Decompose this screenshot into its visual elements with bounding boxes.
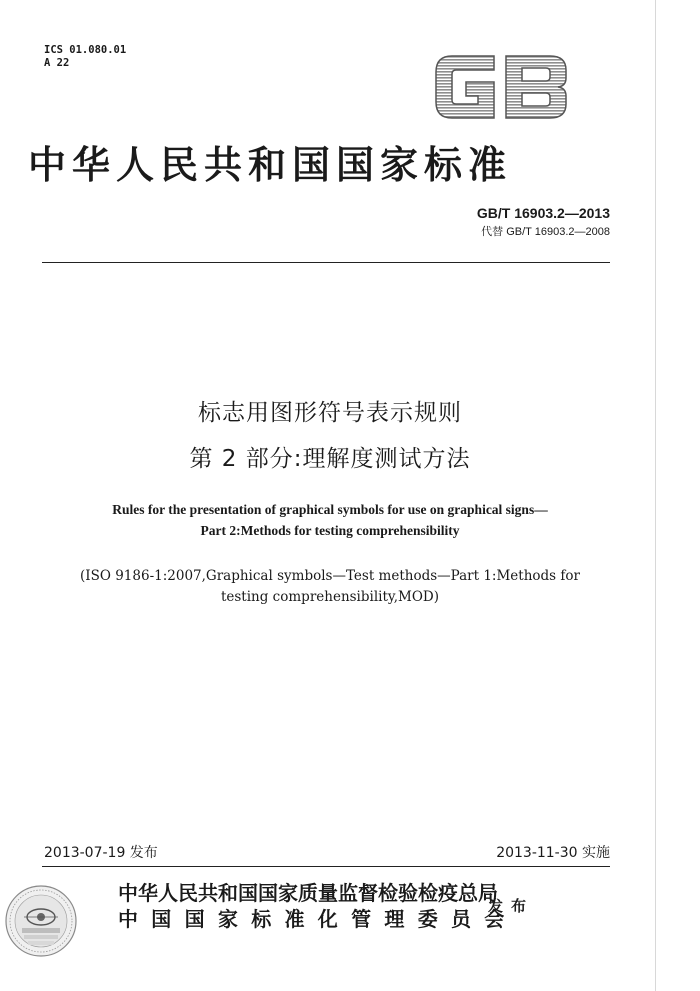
anti-counterfeit-seal-icon bbox=[4, 884, 78, 958]
chinese-title-line2: 第 2 部分:理解度测试方法 bbox=[189, 446, 471, 472]
iso-reference-line1: (ISO 9186-1:2007,Graphical symbols—Test methods—Part 1:Methods for bbox=[80, 568, 580, 584]
replaces-standard: 代替 GB/T 16903.2—2008 bbox=[481, 226, 610, 238]
ccs-code: A 22 bbox=[44, 57, 70, 69]
standard-number: GB/T 16903.2—2013 bbox=[476, 205, 610, 221]
english-title bbox=[0, 499, 660, 541]
implementation-date: 2013-11-30 实施 bbox=[496, 845, 610, 861]
bottom-divider bbox=[42, 866, 610, 867]
standard-code-block bbox=[477, 205, 610, 239]
ics-code: ICS 01.080.01 bbox=[44, 44, 127, 56]
top-divider bbox=[42, 262, 610, 263]
national-standard-title: 中华人民共和国国家标准 bbox=[28, 142, 513, 187]
issue-label: 发布 bbox=[488, 897, 535, 915]
gb-standard-logo bbox=[430, 50, 572, 124]
english-title-line2: Part 2:Methods for testing comprehensibility bbox=[200, 523, 460, 538]
page-edge-line bbox=[655, 0, 656, 991]
classification-codes bbox=[44, 44, 126, 70]
iso-reference bbox=[0, 566, 660, 608]
issuer-sac: 中国国家标准化管理委员会 bbox=[118, 907, 518, 931]
chinese-title-line1: 标志用图形符号表示规则 bbox=[198, 400, 462, 426]
iso-reference-line2: testing comprehensibility,MOD) bbox=[220, 589, 440, 605]
publication-date: 2013-07-19 发布 bbox=[44, 845, 158, 861]
svg-text:GB: GB bbox=[500, 122, 502, 123]
english-title-line1: Rules for the presentation of graphical symbols for use on graphical signs— bbox=[112, 502, 548, 517]
issuing-authorities bbox=[118, 880, 518, 932]
issuer-aqsiq: 中华人民共和国国家质量监督检验检疫总局 bbox=[118, 881, 498, 905]
